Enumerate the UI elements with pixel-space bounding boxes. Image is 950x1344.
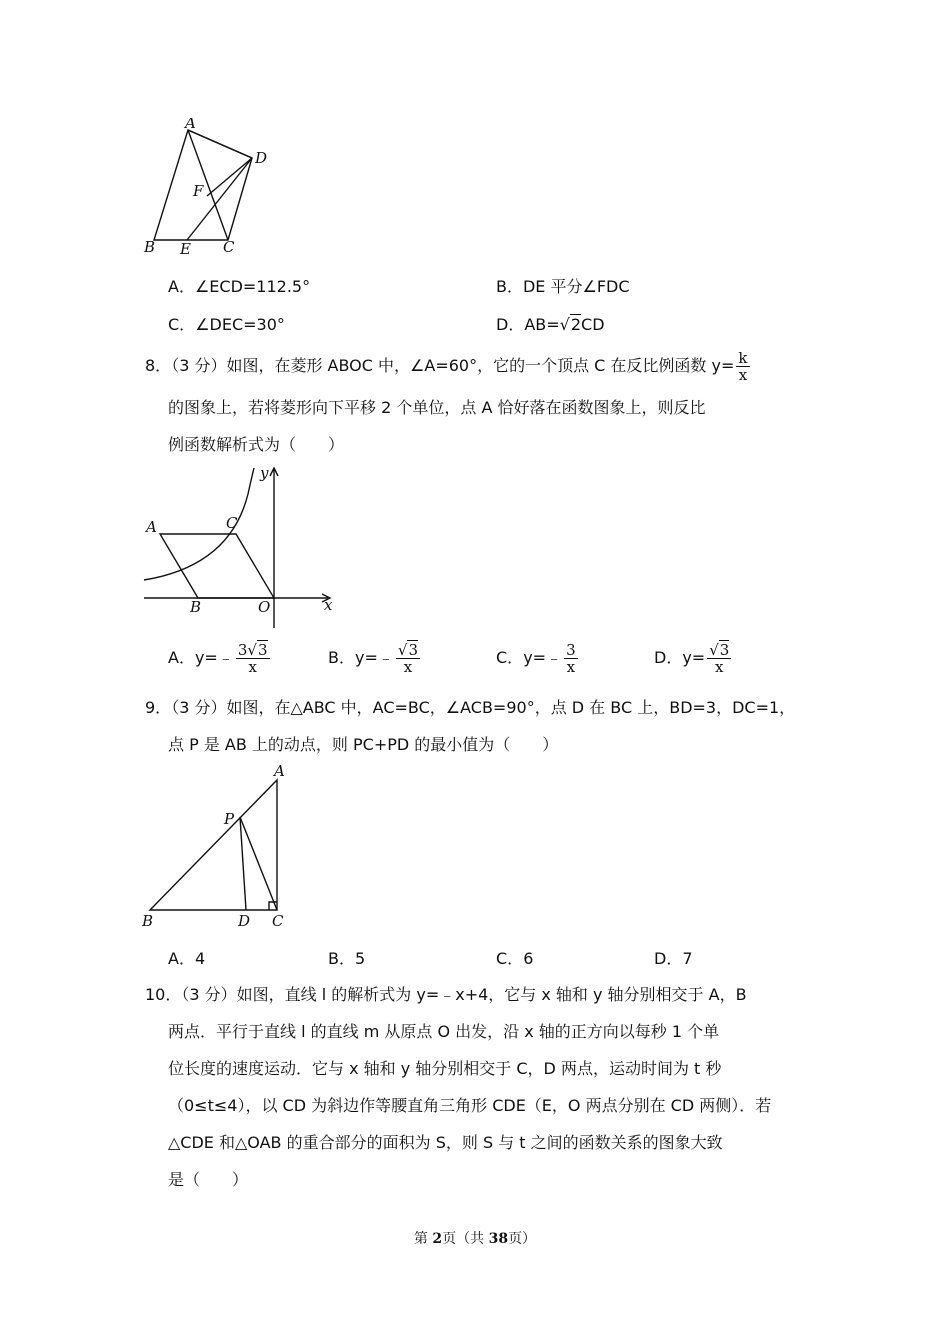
q10-line3: 位长度的速度运动．它与 x 轴和 y 轴分别相交于 C，D 两点，运动时间为 t 秒 (168, 1059, 722, 1078)
q8-option-c-letter: C． (496, 648, 524, 667)
q7-label-c: C (223, 238, 235, 256)
q9-option-d (654, 946, 693, 969)
q8-option-b-den: x (403, 658, 413, 676)
q8-option-b: B．y=﹣ $\frac{√3}{x}$ (328, 641, 418, 676)
q8-option-d: D．y= $\frac{√3}{x}$ (654, 641, 730, 676)
q9-option-b (328, 946, 365, 969)
q7-option-c-letter: C． (168, 315, 196, 334)
q7-label-d: D (255, 149, 268, 167)
q9-label-b: B (142, 912, 154, 930)
q9-line2: 点 P 是 AB 上的动点，则 PC+PD 的最小值为（ ） (168, 735, 559, 754)
footer-page-number: 2 (432, 1231, 443, 1247)
footer-pre: 第 (413, 1231, 433, 1247)
q8-option-c-den: x (566, 658, 576, 676)
q8-option-b-prefix: y=﹣ (354, 648, 394, 667)
q7-option-d-pre: AB= (524, 315, 560, 334)
q8-formula (736, 350, 749, 383)
q7-option-d-letter: D． (496, 315, 525, 334)
q7-label-b: B (144, 238, 156, 256)
q7-option-a (168, 274, 310, 297)
q8-option-c-num: 3 (566, 641, 576, 659)
q8-option-d-radicand: 3 (719, 641, 730, 659)
q8-label-y: y (260, 464, 269, 482)
q9-option-b-text: 5 (354, 949, 366, 968)
page-footer (0, 1228, 950, 1248)
q10-number: 10． (145, 985, 182, 1004)
q9-figure (140, 762, 300, 932)
q9-option-c (496, 946, 533, 969)
q8-option-d-letter: D． (654, 648, 683, 667)
q7-option-b (496, 274, 630, 297)
q9-option-a-letter: A． (168, 949, 195, 968)
q9-option-b-letter: B． (328, 949, 355, 968)
q9-text-1: （3 分）如图，在△ABC 中，AC=BC，∠ACB=90°，点 D 在 BC 上，BD=3，DC=1， (171, 698, 796, 717)
q7-option-a-letter: A． (168, 277, 195, 296)
q7-label-f: F (193, 182, 204, 200)
q8-number: 8． (145, 356, 172, 375)
q8-option-a-radicand: 3 (257, 641, 268, 659)
q9-option-a (168, 946, 205, 969)
q8-option-d-prefix: y= (682, 648, 706, 667)
q8-text-1: （3 分）如图，在菱形 ABOC 中，∠A=60°，它的一个顶点 C 在反比例函数 y= (171, 356, 735, 375)
q9-option-c-text: 6 (523, 949, 534, 968)
q8-label-c: C (226, 514, 238, 532)
q10-line1 (145, 983, 747, 1007)
footer-post: 页） (508, 1231, 537, 1247)
q8-formula-den: x (738, 366, 748, 384)
q8-option-d-den: x (715, 658, 724, 676)
q9-label-c: C (272, 912, 284, 930)
q9-option-a-text: 4 (194, 949, 206, 968)
q8-label-x: x (324, 596, 333, 614)
q10-line4: （0≤t≤4），以 CD 为斜边作等腰直角三角形 CDE（E，O 两点分别在 CD 两侧）．若 (168, 1096, 772, 1115)
q9-label-d: D (238, 912, 251, 930)
q8-label-b: B (190, 598, 202, 616)
q10-text-1: （3 分）如图，直线 l 的解析式为 y=﹣x+4，它与 x 轴和 y 轴分别相交于 A，B (181, 985, 747, 1004)
q9-label-p: P (224, 810, 235, 828)
q8-option-b-letter: B． (328, 648, 355, 667)
q9-line1 (145, 696, 795, 720)
q8-option-c (496, 642, 580, 675)
q7-label-e: E (180, 240, 191, 258)
q8-label-a: A (146, 518, 157, 536)
q7-option-d: D．AB=√2CD (496, 315, 605, 334)
q8-line1 (145, 350, 752, 383)
q9-option-c-letter: C． (496, 949, 524, 968)
q7-option-d-post: CD (581, 315, 605, 334)
q8-formula-num: k (738, 349, 748, 367)
q10-line5: △CDE 和△OAB 的重合部分的面积为 S，则 S 与 t 之间的函数关系的图象大致 (168, 1133, 723, 1152)
q8-option-a-letter: A． (168, 648, 195, 667)
q7-option-b-text: DE 平分∠FDC (522, 277, 630, 296)
q8-option-a-prefix: y=﹣ (194, 648, 234, 667)
footer-total-pages: 38 (488, 1231, 509, 1247)
q8-option-a-coef: 3 (237, 641, 248, 659)
q9-option-d-letter: D． (654, 949, 683, 968)
q8-figure (140, 462, 340, 632)
q7-option-c (168, 312, 285, 335)
q8-line3: 例函数解析式为（ ） (168, 435, 345, 454)
q7-label-a: A (185, 118, 196, 132)
q8-option-a: A．y=﹣ $\frac{3√3}{x}$ (168, 641, 268, 676)
q9-number: 9． (145, 698, 172, 717)
q10-line2: 两点．平行于直线 l 的直线 m 从原点 O 出发，沿 x 轴的正方向以每秒 1 个单 (168, 1022, 720, 1041)
q7-option-d-radicand: 2 (570, 315, 582, 334)
q10-line6: 是（ ） (168, 1170, 249, 1189)
q8-label-o: O (258, 598, 271, 616)
q7-figure (140, 118, 280, 258)
q8-line2: 的图象上，若将菱形向下平移 2 个单位，点 A 恰好落在函数图象上，则反比 (168, 398, 706, 417)
q7-option-a-text: ∠ECD=112.5° (194, 277, 311, 296)
q9-label-a: A (274, 762, 285, 780)
q9-option-d-text: 7 (682, 949, 693, 968)
footer-mid: 页（共 (442, 1231, 489, 1247)
q7-option-b-letter: B． (496, 277, 523, 296)
q8-option-b-radicand: 3 (408, 641, 418, 659)
q8-option-a-den: x (248, 658, 257, 676)
q8-option-c-prefix: y=﹣ (523, 648, 563, 667)
q7-option-c-text: ∠DEC=30° (195, 315, 285, 334)
